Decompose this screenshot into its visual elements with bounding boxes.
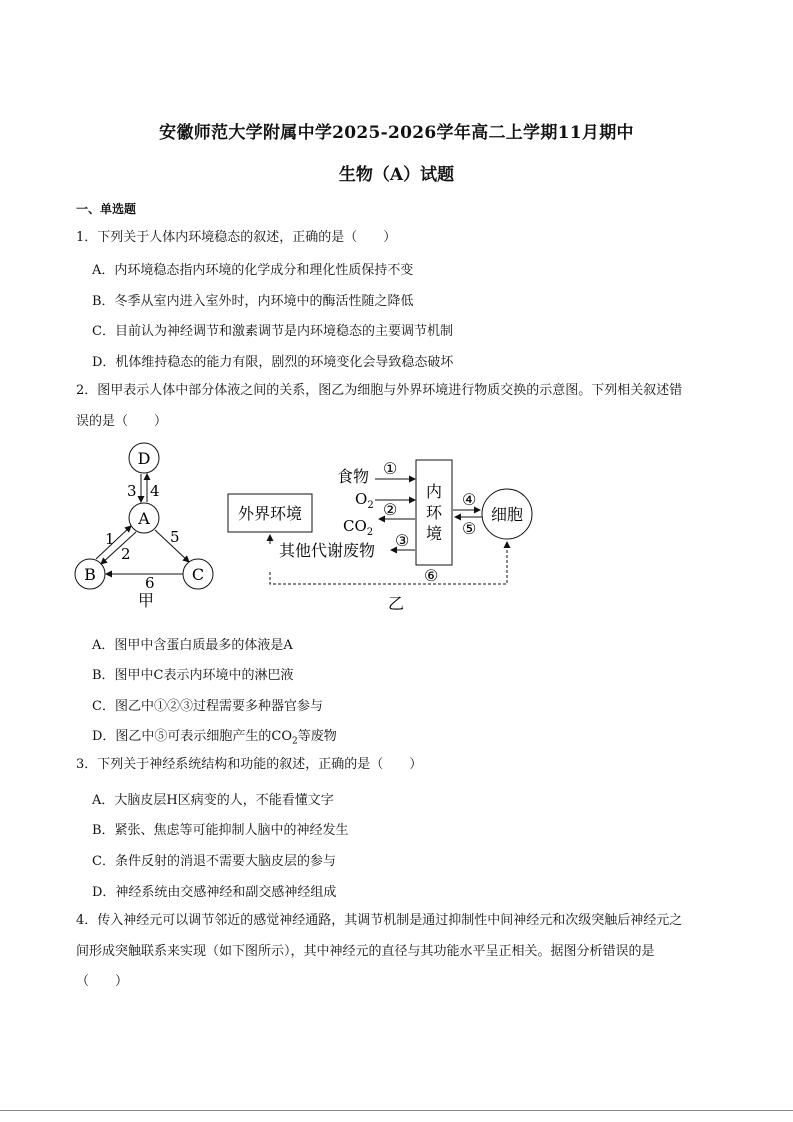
question-3-option-b: B．紧张、焦虑等可能抑制人脑中的神经发生 (92, 823, 349, 838)
internal-env-char-2: 环 (425, 503, 443, 522)
edge-label-3: 3 (127, 482, 137, 500)
edge-label-6: 6 (145, 574, 155, 592)
figure-yi-caption: 乙 (387, 594, 405, 613)
marker-1: ① (383, 459, 398, 478)
outer-environment-label: 外界环境 (237, 504, 303, 523)
marker-4: ④ (462, 490, 477, 509)
question-3-option-a: A．大脑皮层H区病变的人，不能看懂文字 (92, 793, 334, 808)
question-4-stem-line3: （ ） (76, 974, 129, 989)
question-3-option-c: C．条件反射的消退不需要大脑皮层的参与 (92, 854, 336, 869)
question-2-option-c: C．图乙中①②③过程需要多种器官参与 (92, 699, 323, 714)
option-d-suffix: 等废物 (297, 729, 337, 744)
marker-6: ⑥ (424, 566, 439, 585)
marker-2: ② (383, 500, 398, 519)
node-d-label: D (137, 449, 151, 468)
edge-label-4: 4 (150, 482, 160, 500)
figure-yi (225, 452, 545, 614)
food-label: 食物 (337, 467, 370, 486)
question-2-stem-line2: 误的是（ ） (76, 414, 168, 429)
internal-env-char-1: 内 (425, 482, 443, 501)
option-d-subscript: 2 (292, 736, 298, 747)
edge-label-1: 1 (105, 530, 115, 548)
node-b-label: B (84, 565, 96, 584)
cell-label: 细胞 (490, 505, 524, 524)
question-4-stem-line1: 4．传入神经元可以调节邻近的感觉神经通路，其调节机制是通过抑制性中间神经元和次级突触后神经元之 (76, 913, 683, 928)
marker-3: ③ (395, 531, 410, 550)
figure-jia (68, 440, 228, 615)
co2-label: $CO_2$ (343, 517, 374, 538)
node-c-label: C (191, 565, 205, 584)
question-2-option-d (92, 725, 337, 747)
question-1-option-c: C．目前认为神经调节和激素调节是内环境稳态的主要调节机制 (92, 324, 453, 339)
figure-jia-caption: 甲 (137, 591, 155, 610)
page-bottom-rule (0, 1110, 793, 1111)
question-1-option-a: A．内环境稳态指内环境的化学成分和理化性质保持不变 (92, 263, 414, 278)
question-1-stem: 1．下列关于人体内环境稳态的叙述，正确的是（ ） (76, 230, 397, 245)
question-1-option-d: D．机体维持稳态的能力有限，剧烈的环境变化会导致稳态破坏 (92, 355, 454, 370)
edge-label-5: 5 (170, 528, 180, 546)
option-d-prefix: D．图乙中⑤可表示细胞产生的CO (92, 729, 293, 744)
exam-title-line1: 安徽师范大学附属中学2025-2026学年高二上学期11月期中 (159, 123, 634, 143)
question-3-option-d: D．神经系统由交感神经和副交感神经组成 (92, 885, 337, 900)
waste-label: 其他代谢废物 (279, 541, 376, 560)
question-4-stem-line2: 间形成突触联系来实现（如下图所示），其中神经元的直径与其功能水平呈正相关。据图分析错误的是 (76, 944, 655, 959)
edge-label-2: 2 (121, 545, 131, 563)
section-heading: 一、单选题 (76, 202, 137, 216)
question-2-option-b: B．图甲中C表示内环境中的淋巴液 (92, 668, 294, 683)
o2-label: $O_2$ (355, 490, 374, 511)
node-a-label: A (138, 509, 150, 528)
question-2-option-a: A．图甲中含蛋白质最多的体液是A (92, 638, 293, 653)
exam-title-line2: 生物（A）试题 (338, 165, 455, 185)
internal-env-char-3: 境 (425, 524, 443, 543)
question-3-stem: 3．下列关于神经系统结构和功能的叙述，正确的是（ ） (76, 757, 423, 772)
question-2-stem-line1: 2．图甲表示人体中部分体液之间的关系，图乙为细胞与外界环境进行物质交换的示意图。下列相关叙述错 (76, 383, 683, 398)
question-1-option-b: B．冬季从室内进入室外时，内环境中的酶活性随之降低 (92, 294, 414, 309)
marker-5: ⑤ (462, 519, 477, 538)
